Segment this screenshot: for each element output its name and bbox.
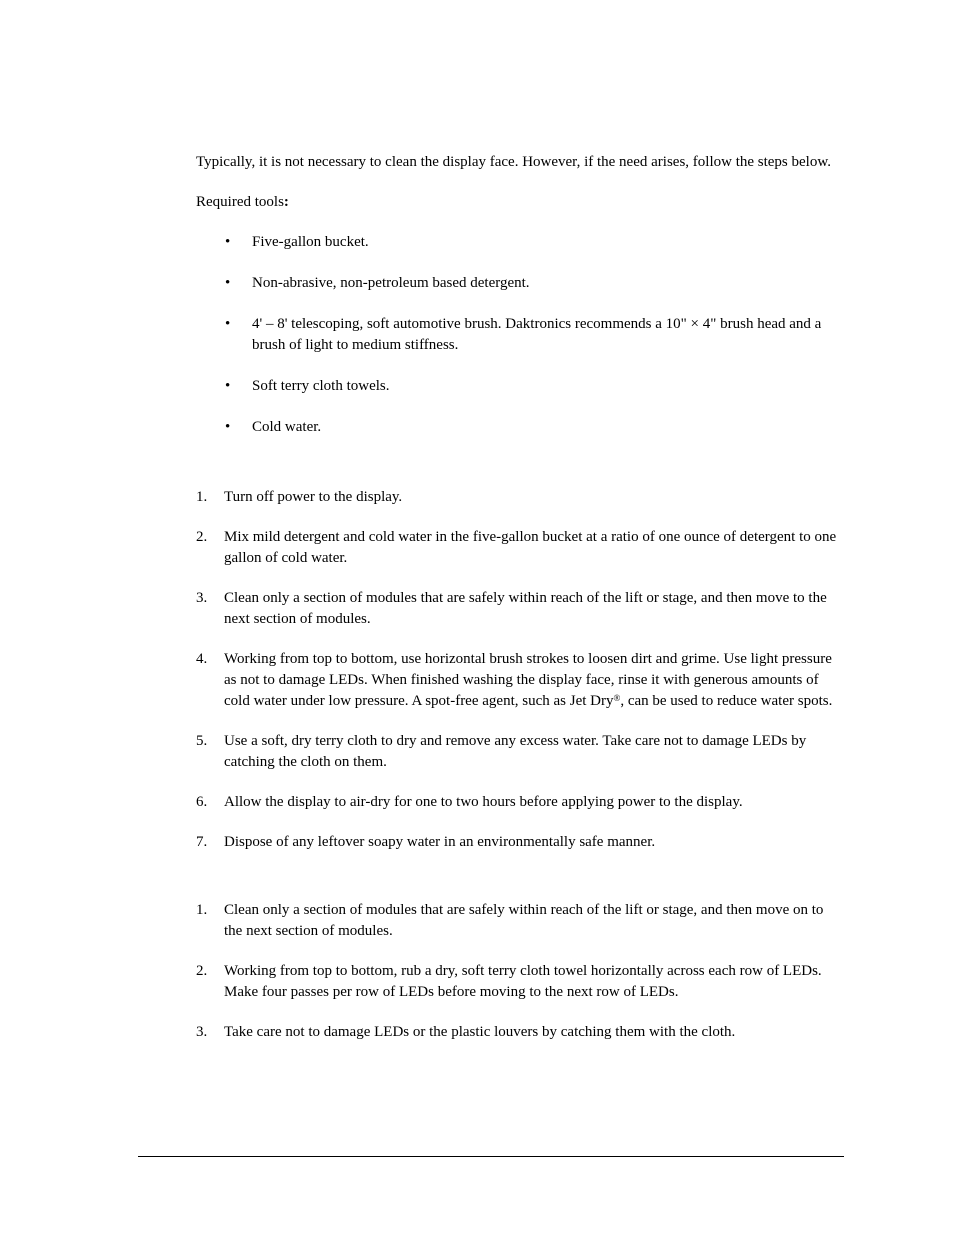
- step-number: 5.: [196, 733, 208, 749]
- required-tools-label: [196, 192, 841, 213]
- step-number: 2.: [196, 529, 208, 545]
- tool-text: Non-abrasive, non-petroleum based detergent.: [252, 275, 530, 291]
- step-number: 6.: [196, 794, 208, 810]
- list-item: [196, 588, 841, 630]
- step-text: Allow the display to air-dry for one to two hours before applying power to the display.: [224, 794, 743, 810]
- list-item: [196, 900, 841, 942]
- list-item: [196, 232, 841, 253]
- step-text: Clean only a section of modules that are safely within reach of the lift or stage, and then move to the next section of modules.: [224, 590, 827, 627]
- step-number: 1.: [196, 902, 208, 918]
- step-text: Use a soft, dry terry cloth to dry and remove any excess water. Take care not to damage LEDs by catching the cloth on them.: [224, 733, 807, 770]
- bullet-icon: •: [225, 378, 231, 394]
- step-number: 2.: [196, 963, 208, 979]
- bullet-icon: •: [225, 419, 231, 435]
- list-item: [196, 1022, 841, 1043]
- list-item: [196, 731, 841, 773]
- document-body: [196, 152, 841, 1062]
- tool-text: Soft terry cloth towels.: [252, 378, 390, 394]
- list-item: [196, 487, 841, 508]
- tool-text: Cold water.: [252, 419, 322, 435]
- bullet-icon: •: [225, 316, 231, 332]
- list-item: [196, 417, 841, 438]
- step-text: Take care not to damage LEDs or the plastic louvers by catching them with the cloth.: [224, 1024, 736, 1040]
- step-text: Dispose of any leftover soapy water in an environmentally safe manner.: [224, 834, 656, 850]
- list-item: [196, 961, 841, 1003]
- step-text: Turn off power to the display.: [224, 489, 403, 505]
- list-item: [196, 273, 841, 294]
- step-number: 3.: [196, 590, 208, 606]
- list-item: [196, 649, 841, 712]
- dry-cleaning-steps: [196, 900, 841, 1043]
- wet-cleaning-steps: [196, 487, 841, 853]
- step-number: 3.: [196, 1024, 208, 1040]
- step-text: Working from top to bottom, rub a dry, soft terry cloth towel horizontally across each row of LEDs. Make four passes per row of LEDs before moving to the next row of LEDs.: [224, 963, 822, 1000]
- list-item: [196, 832, 841, 853]
- required-tools-text: Required tools: [196, 194, 284, 210]
- step-number: 7.: [196, 834, 208, 850]
- list-item: [196, 527, 841, 569]
- step-number: 4.: [196, 651, 208, 667]
- step-text-main: Working from top to bottom, use horizontal brush strokes to loosen dirt and grime. Use light pressure as not to damage LEDs. When finished washing the display face, rinse it with generous amounts of cold water under low pressure. A spot-free agent, such as Jet Dry: [224, 651, 832, 709]
- section-gap: [196, 872, 841, 900]
- intro-paragraph: Typically, it is not necessary to clean the display face. However, if the need arises, follow the steps below.: [196, 154, 831, 170]
- list-item: [196, 376, 841, 397]
- step-text: [224, 651, 832, 709]
- bullet-icon: •: [225, 275, 231, 291]
- step-number: 1.: [196, 489, 208, 505]
- list-item: [196, 314, 841, 356]
- section-gap: [196, 458, 841, 487]
- registered-mark: ®: [613, 693, 621, 703]
- step-text: Mix mild detergent and cold water in the five-gallon bucket at a ratio of one ounce of detergent to one gallon of cold water.: [224, 529, 837, 566]
- list-item: [196, 792, 841, 813]
- required-tools-colon: :: [283, 194, 289, 210]
- footer-divider: [138, 1156, 844, 1157]
- step-text: Clean only a section of modules that are safely within reach of the lift or stage, and then move on to the next section of modules.: [224, 902, 824, 939]
- tool-text: Five-gallon bucket.: [252, 234, 369, 250]
- step-text-tail: , can be used to reduce water spots.: [620, 693, 833, 709]
- required-tools-list: [196, 232, 841, 438]
- bullet-icon: •: [225, 234, 231, 250]
- tool-text: 4' – 8' telescoping, soft automotive brush. Daktronics recommends a 10" × 4" brush head and a brush of light to medium stiffness.: [252, 316, 822, 353]
